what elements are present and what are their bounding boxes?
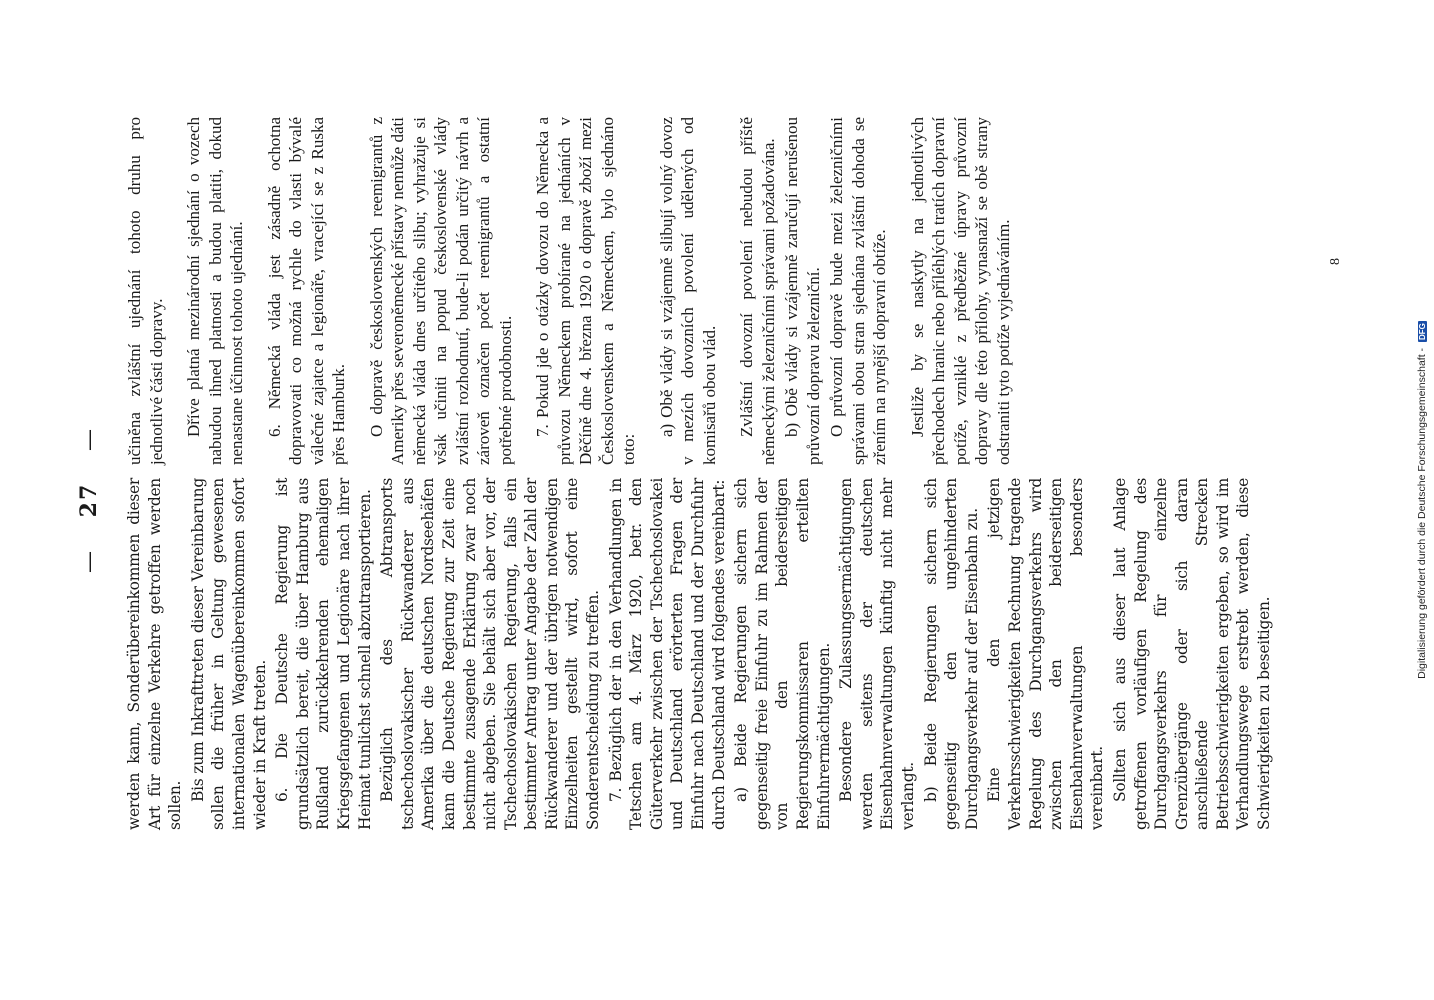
- german-paragraph: Besondere Zulassungsermächtigungen werden seitens der deutschen Eisenbahnverwaltungen künftig nicht mehr verlangt.: [837, 478, 917, 830]
- czech-paragraph: a) Obě vlády si vzájemně slibují volný dovoz v mezích dovozních povolení udělených od komisařů obou vlád.: [656, 117, 719, 465]
- czech-paragraph: b) Obě vlády si vzájemně zaručují nerušenou průvozní dopravu železniční.: [782, 117, 823, 465]
- czech-paragraph: O průvozní dopravě bude mezi železničními správami obou stran sjednána zvláštní dohoda se zřením na nynější dopravní obtíže.: [827, 117, 889, 465]
- digitization-footer: [1416, 0, 1428, 1000]
- header-dash-left: —: [77, 548, 102, 573]
- german-text-column: [124, 478, 1277, 830]
- czech-paragraph: učiněna zvláštní ujednání tohoto druhu pro jednotlivé části dopravy.: [125, 117, 166, 465]
- czech-paragraph: 7. Pokud jde o otázky dovozu do Německa a průvozu Německem probírané na jednáních v Děčíně dne 4. března 1920 o dopravě zboží mezi Československem a Německem, bylo sjednáno toto:: [533, 117, 638, 465]
- german-paragraph: Bezüglich des Abtransports tschechoslovakischer Rückwanderer aus Amerika über die deutschen Nordseehäfen kann die Deutsche Regierung zur Zeit eine bestimmte zusagende Erklärung zwar noch nicht abgeben. Sie behält sich aber vor, der Tschechoslovakischen Regierung, falls ein bestimmter Antrag unter Angabe der Zahl der Rückwanderer und der übrigen notwendigen Einzelheiten gestellt wird, sofort eine Sonderentscheidung zu treffen.: [378, 478, 603, 830]
- czech-paragraph: O dopravě československých reemigrantů z Ameriky přes severoněmecké přístavy nemůže dáti německá vláda dnes určitého slibu; vyhražuje si však učiniti na popud československé vlády zvláštní rozhodnutí, bude-li podán určitý návrh a zároveň označen počet reemigrantů a ostatní potřebné prodobnosti.: [366, 117, 515, 465]
- german-paragraph: b) Beide Regierungen sichern sich gegenseitig den ungehinderten Durchgangsverkehr auf der Eisenbahn zu.: [921, 478, 981, 830]
- footer-text: Digitalisierung gefördert durch die Deutsche Forschungsgemeinschaft -: [1416, 347, 1428, 679]
- german-paragraph: Sollten sich aus dieser laut Anlage getroffenen vorläufigen Regelung des Durchgangsverkehrs für einzelne Grenzübergänge oder sich daran anschließende Strecken Betriebsschwierigkeiten ergeben, so wird im Verhandlungswege erstrebt werden, diese Schwierigkeiten zu beseitigen.: [1110, 478, 1274, 830]
- signature-number: 8: [1328, 258, 1343, 265]
- page-number: 27: [76, 482, 102, 518]
- czech-text-column: [124, 117, 1016, 465]
- page-header: [76, 0, 102, 1000]
- german-paragraph: Eine den jetzigen Verkehrsschwierigkeiten Rechnung tragende Regelung des Durchgangsverkehrs wird zwischen den beiderseitigen Eisenbahnverwaltungen besonders vereinbart.: [985, 478, 1107, 830]
- czech-paragraph: Zvláštní dovozní povolení nebudou příště německými železničními správami požadována.: [737, 117, 778, 465]
- german-paragraph: a) Beide Regierungen sichern sich gegenseitig freie Einfuhr zu im Rahmen der von den beiderseitigen Regierungskommissaren erteilten Einfuhrermächtigungen.: [732, 478, 833, 830]
- german-paragraph: werden kann, Sonderübereinkommen dieser Art für einzelne Verkehre getroffen werden sollen.: [125, 478, 185, 830]
- german-paragraph: Bis zum Inkrafttreten dieser Vereinbarung sollen die früher in Geltung gewesenen internationalen Wagenübereinkommen sofort wieder in Kraft treten.: [188, 478, 269, 830]
- german-paragraph: 6. Die Deutsche Regierung ist grundsätzlich bereit, die über Hamburg aus Rußland zurückkehrenden ehemaligen Kriegsgefangenen und Legionäre nach ihrer Heimat tunlichst schnell abzutransportieren.: [273, 478, 374, 830]
- czech-paragraph: Dříve platná mezinárodní sjednání o vozech nabudou ihned platnosti a budou platiti, dokud nenastane účinnost tohoto ujednání.: [184, 117, 246, 465]
- german-paragraph: 7. Bezüglich der in den Verhandlungen in Tetschen am 4. März 1920, betr. den Güterverkehr zwischen der Tschechoslovakei und Deutschland erörterten Fragen der Einfuhr nach Deutschland und der Durchfuhr durch Deutschland wird folgendes vereinbart:: [606, 478, 728, 830]
- header-dash-right: —: [77, 427, 102, 452]
- czech-paragraph: Jestliže by se naskytly na jednotlivých přechodech hranic nebo příléhlých tratích dopravní potíže, vzniklé z předběžné úpravy průvozní dopravy dle této přílohy, vynasnaží se obě strany odstraniti tyto potíže vyjednáváním.: [907, 117, 1013, 465]
- czech-paragraph: 6. Německá vláda jest zásadně ochotna dopravovati co možná rychle do vlasti bývalé válečné zajatce a legionáře, vracející se z Ruska přes Hamburk.: [264, 117, 348, 465]
- dfg-logo: DFG: [1418, 323, 1427, 341]
